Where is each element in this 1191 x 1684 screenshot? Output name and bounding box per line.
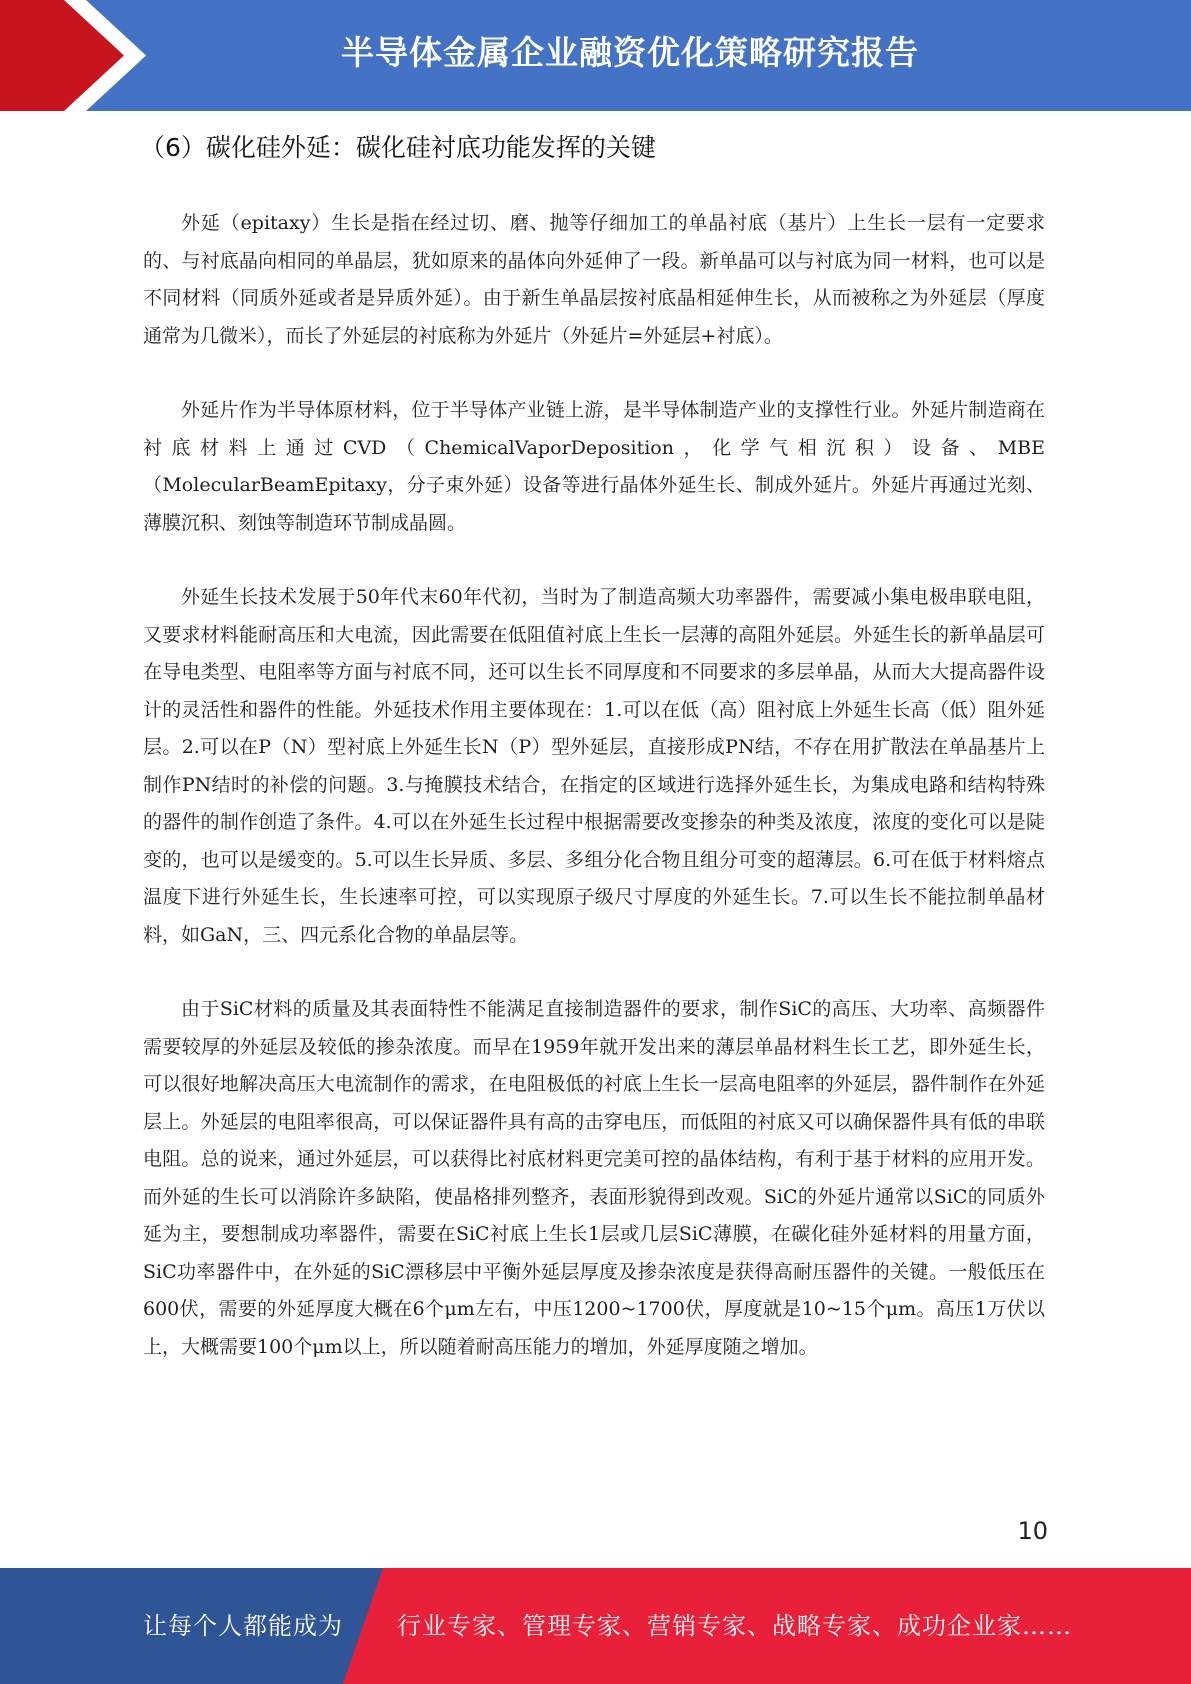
- report-title: 半导体金属企业融资优化策略研究报告: [341, 33, 919, 72]
- footer-slogan-right: 行业专家、管理专家、营销专家、战略专家、成功企业家……: [397, 1612, 1072, 1640]
- paragraph: 由于SiC材料的质量及其表面特性不能满足直接制造器件的要求，制作SiC的高压、大功率、高频器件需要较厚的外延层及较低的掺杂浓度。而早在1959年就开发出来的薄层单晶材料生长工艺，即外延生长，可以很好地解决高压大电流制作的需求，在电阻极低的衬底上生长一层高电阻率的外延层，器件制作在外延层上。外延层的电阻率很高，可以保证器件具有高的击穿电压，而低阻的衬底又可以确保器件具有低的串联电阻。总的说来，通过外延层，可以获得比衬底材料更完美可控的晶体结构，有利于基于材料的应用开发。而外延的生长可以消除许多缺陷，使晶格排列整齐，表面形貌得到改观。SiC的外延片通常以SiC的同质外延为主，要想制成功率器件，需要在SiC衬底上生长1层或几层SiC薄膜，在碳化硅外延材料的用量方面，SiC功率器件中，在外延的SiC漂移层中平衡外延层厚度及掺杂浓度是获得高耐压器件的关键。一般低压在600伏，需要的外延厚度大概在6个μm左右，中压1200~1700伏，厚度就是10~15个μm。高压1万伏以上，大概需要100个μm以上，所以随着耐高压能力的增加，外延厚度随之增加。: [143, 998, 1045, 1358]
- page-number: 10: [1017, 1517, 1048, 1545]
- footer-slogan-left: 让每个人都能成为: [143, 1612, 343, 1640]
- page-header: [0, 0, 1191, 111]
- paragraph: 外延片作为半导体原材料，位于半导体产业链上游，是半导体制造产业的支撑性行业。外延片制造商在衬底材料上通过CVD（ChemicalVaporDeposition，化学气相沉积）设备、MBE（MolecularBeamEpitaxy，分子束外延）设备等进行晶体外延生长、制成外延片。外延片再通过光刻、薄膜沉积、刻蚀等制造环节制成晶圆。: [143, 399, 1045, 534]
- paragraph: 外延生长技术发展于50年代末60年代初，当时为了制造高频大功率器件，需要减小集电极串联电阻，又要求材料能耐高压和大电流，因此需要在低阻值衬底上生长一层薄的高阻外延层。外延生长的新单晶层可在导电类型、电阻率等方面与衬底不同，还可以生长不同厚度和不同要求的多层单晶，从而大大提高器件设计的灵活性和器件的性能。外延技术作用主要体现在：1.可以在低（高）阻衬底上外延生长高（低）阻外延层。2.可以在P（N）型衬底上外延生长N（P）型外延层，直接形成PN结，不存在用扩散法在单晶基片上制作PN结时的补偿的问题。3.与掩膜技术结合，在指定的区域进行选择外延生长，为集成电路和结构特殊的器件的制作创造了条件。4.可以在外延生长过程中根据需要改变掺杂的种类及浓度，浓度的变化可以是陡变的，也可以是缓变的。5.可以生长异质、多层、多组分化合物且组分可变的超薄层。6.可在低于材料熔点温度下进行外延生长，生长速率可控，可以实现原子级尺寸厚度的外延生长。7.可以生长不能拉制单晶材料，如GaN，三、四元系化合物的单晶层等。: [143, 586, 1045, 946]
- header-chevron-icon: [0, 0, 150, 111]
- paragraph: 外延（epitaxy）生长是指在经过切、磨、抛等仔细加工的单晶衬底（基片）上生长一层有一定要求的、与衬底晶向相同的单晶层，犹如原来的晶体向外延伸了一段。新单晶可以与衬底为同一材料，也可以是不同材料（同质外延或者是异质外延）。由于新生单晶层按衬底晶相延伸生长，从而被称之为外延层（厚度通常为几微米），而长了外延层的衬底称为外延片（外延片=外延层+衬底）。: [143, 212, 1045, 347]
- body-text: [143, 205, 1045, 1403]
- page-footer: [0, 1568, 1191, 1684]
- section-heading: （6）碳化硅外延：碳化硅衬底功能发挥的关键: [140, 133, 656, 162]
